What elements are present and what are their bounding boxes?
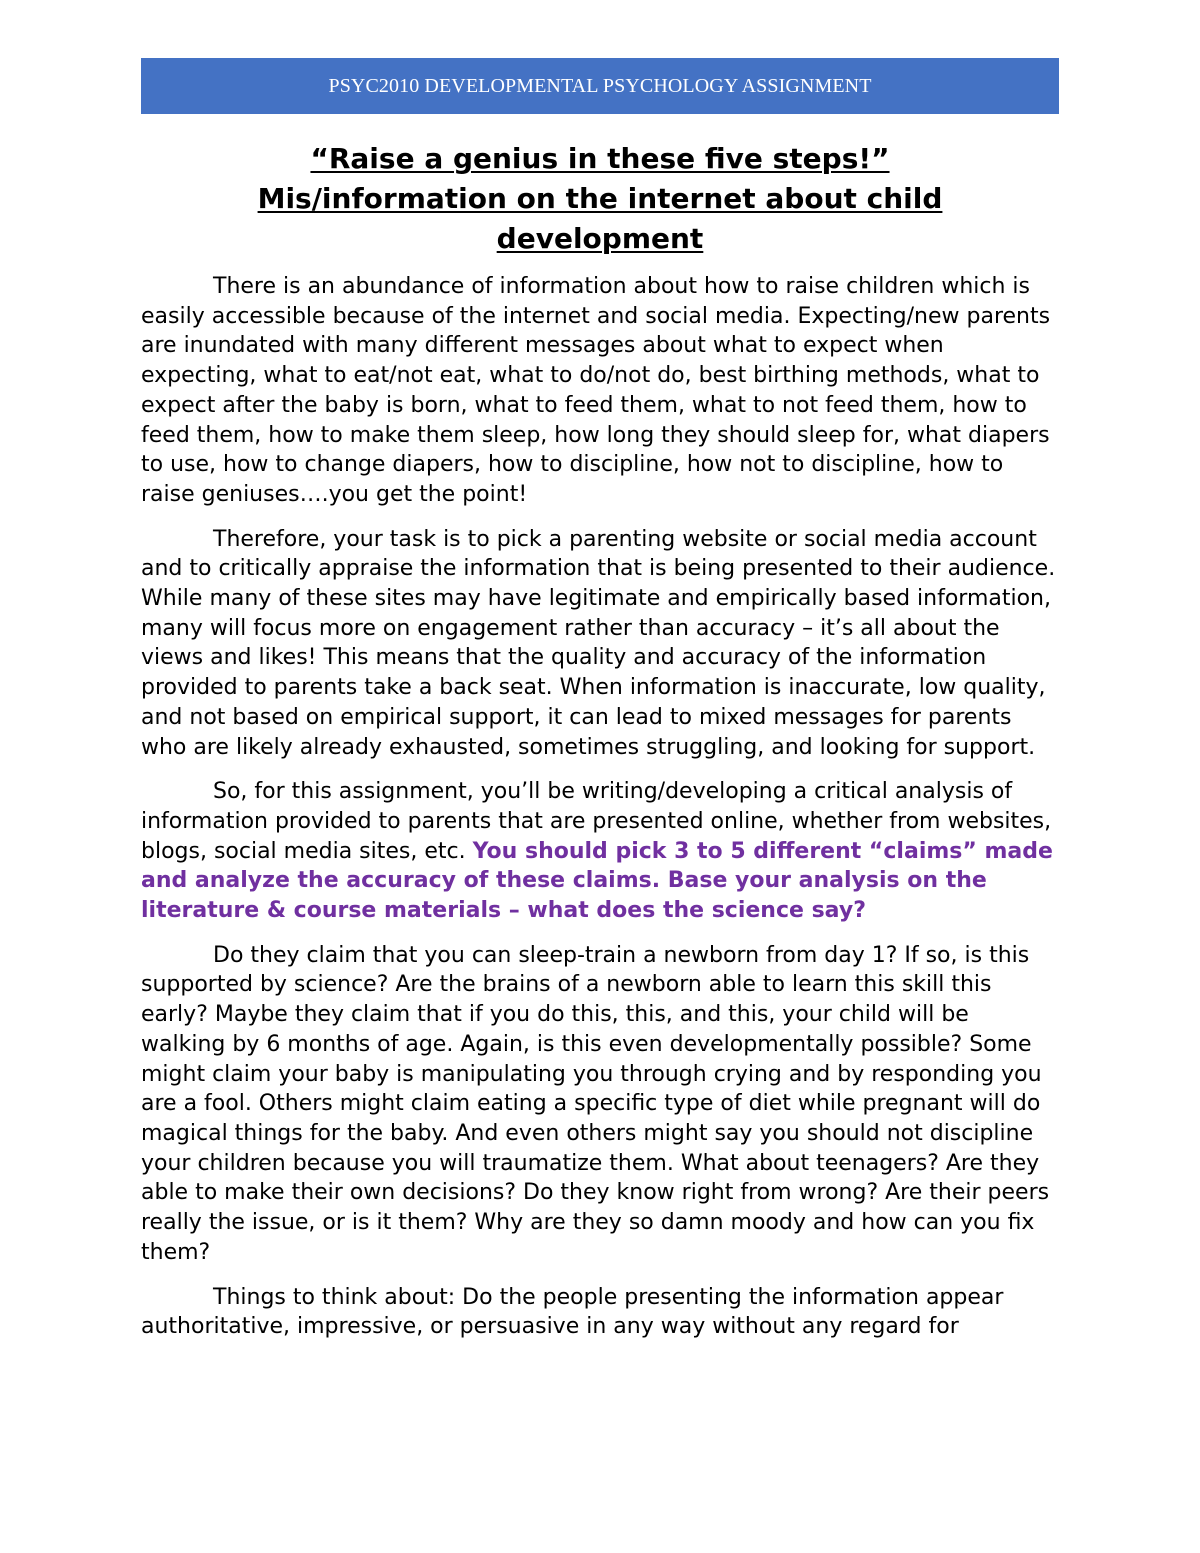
- document-header-band: [141, 58, 1059, 114]
- document-header-text: PSYC2010 DEVELOPMENTAL PSYCHOLOGY ASSIGNMENT: [328, 74, 872, 97]
- document-title: [141, 139, 1059, 259]
- paragraph-task: Therefore, your task is to pick a parenting website or social media account and to critically appraise the information that is being presented to their audience. While many of these sites may have legitimate and empirically based information, many will focus more on engagement rather than accuracy – it’s all about the views and likes! This means that the quality and accuracy of the information provided to parents take a back seat. When information is inaccurate, low quality, and not based on empirical support, it can lead to mixed messages for parents who are likely already exhausted, sometimes struggling, and looking for support.: [141, 526, 1056, 760]
- paragraph-intro: There is an abundance of information about how to raise children which is easily accessible because of the internet and social media. Expecting/new parents are inundated with many different messages about what to expect when expecting, what to eat/not eat, what to do/not do, best birthing methods, what to expect after the baby is born, what to feed them, what to not feed them, how to feed them, how to make them sleep, how long they should sleep for, what diapers to use, how to change diapers, how to discipline, how not to discipline, how to raise geniuses….you get the point!: [141, 274, 1051, 507]
- assignment-instruction-highlight: You should pick 3 to 5 different “claims” made and analyze the accuracy of these claims. Base your analysis on the literature & course materials – what does the science say?: [141, 838, 1053, 924]
- title-line-2: Mis/information on the internet about child: [257, 182, 943, 215]
- paragraph-assignment-text: So, for this assignment, you’ll be writing/developing a critical analysis of information provided to parents that are presented online, whether from websites, blogs, social media sites, etc.: [141, 779, 1052, 864]
- paragraph-things-to-think: Things to think about: Do the people presenting the information appear authoritative, impressive, or persuasive in any way without any regard for: [141, 1284, 1004, 1340]
- title-line-3: development: [496, 222, 704, 255]
- paragraph-examples: Do they claim that you can sleep-train a newborn from day 1? If so, is this supported by science? Are the brains of a newborn able to learn this skill this early? Maybe they claim that if you do this, this, and this, your child will be walking by 6 months of age. Again, is this even developmentally possible? Some might claim your baby is manipulating you through crying and by responding you are a fool. Others might claim eating a specific type of diet while pregnant will do magical things for the baby. And even others might say you should not discipline your children because you will traumatize them. What about teenagers? Are they able to make their own decisions? Do they know right from wrong? Are their peers really the issue, or is it them? Why are they so damn moody and how can you fix them?: [141, 942, 1050, 1265]
- document-body: [141, 272, 1059, 1357]
- title-line-1: “Raise a genius in these five steps!”: [310, 142, 890, 175]
- paragraph-assignment: [141, 777, 1059, 926]
